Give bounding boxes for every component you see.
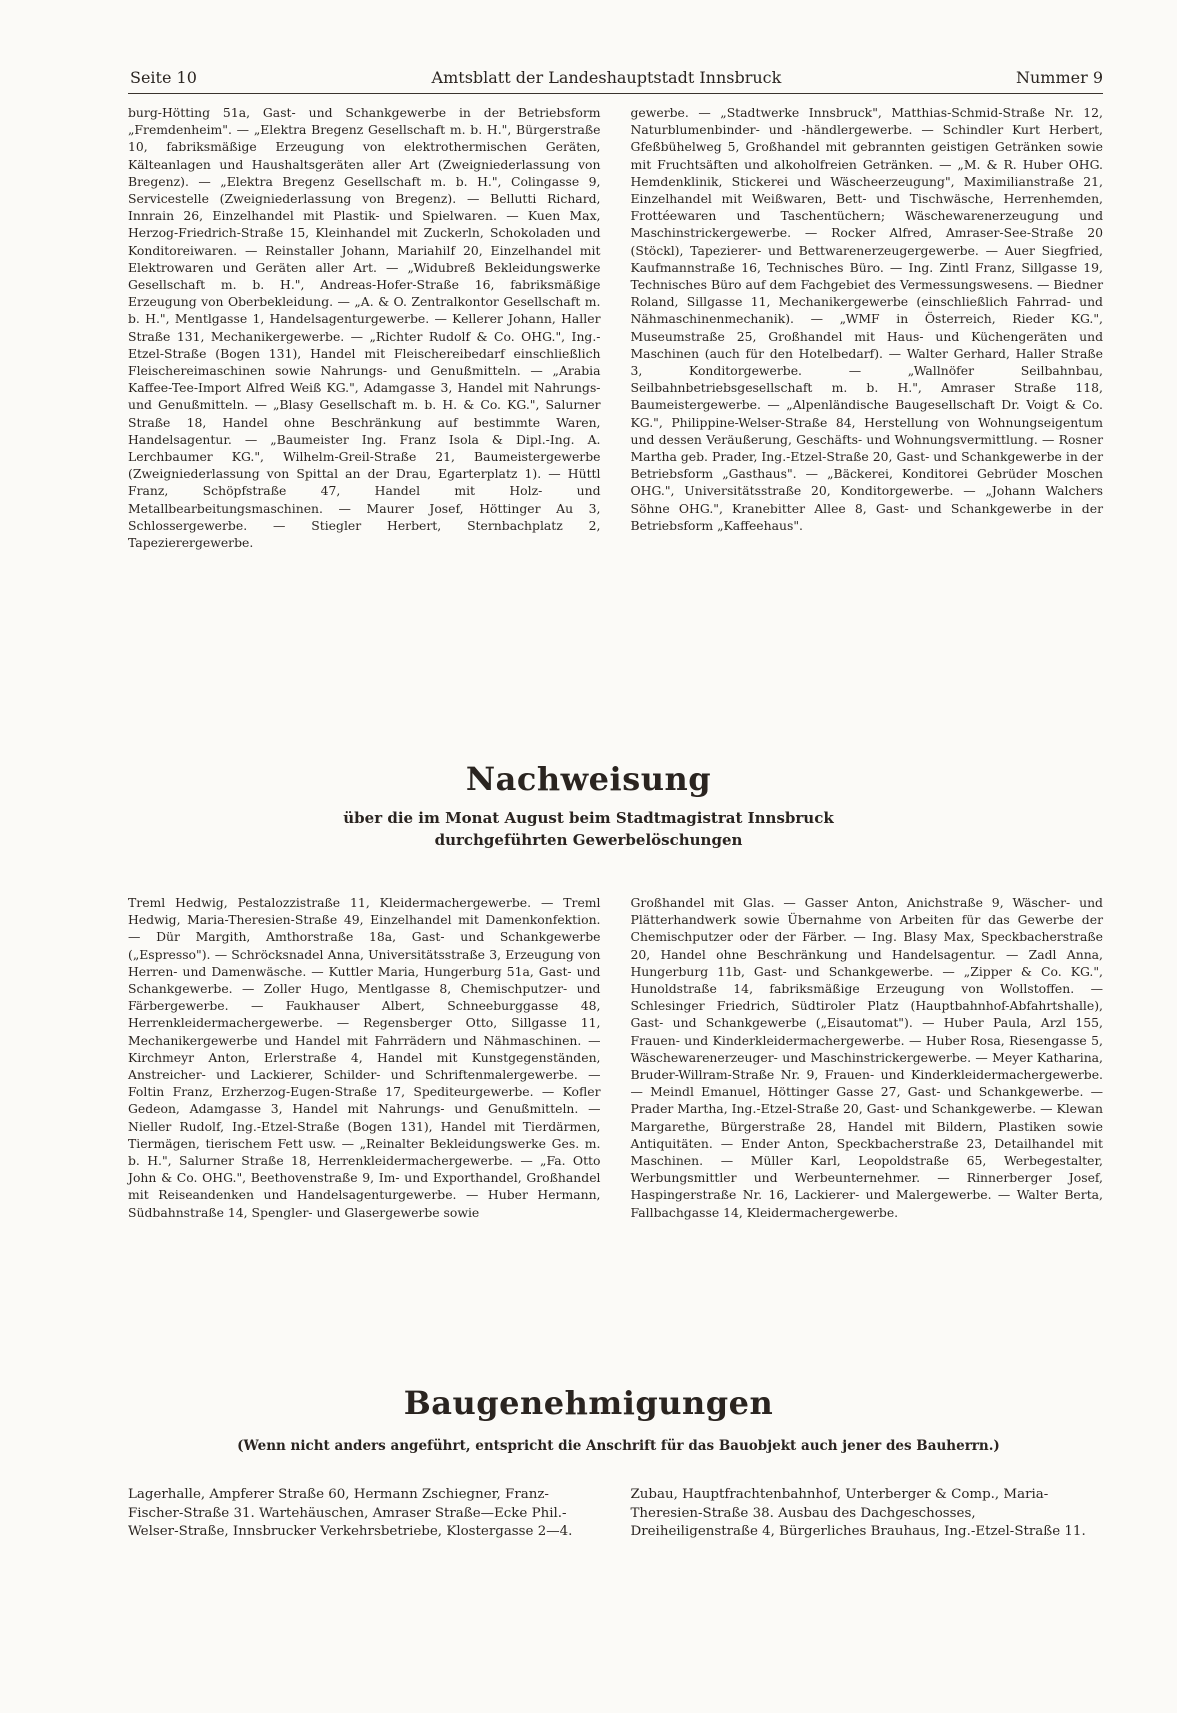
top-right-column: gewerbe. — „Stadtwerke Innsbruck", Matthias-Schmid-Straße Nr. 12, Naturblumenbinder- und -händlergewerbe. — Schindler Kurt Herbert, Gfeßbühelweg 5, Großhandel mit gebrannten geistigen Getränken sowie mit Fruchtsäften und alkoholfreien Getränken. — „M. & R. Huber OHG. Hemdenklinik, Stickerei und Wäscheerzeugung", Maximilianstraße 21, Einzelhandel mit Weißwaren, Bett- und Tischwäsche, Herrenhemden, Frottéewaren und Taschentüchern; Wäschewarenerzeugung und Maschinstrickergewerbe. — Rocker Alfred, Amraser-See-Straße 20 (Stöckl), Tapezierer- und Bettwarenerzeugergewerbe. — Auer Siegfried, Kaufmannstraße 16, Technisches Büro. — Ing. Zintl Franz, Sillgasse 19, Technisches Büro auf dem Fachgebiet des Vermessungswesens. — Biedner Roland, Sillgasse 11, Mechanikergewerbe (einschließlich Fahrrad- und Nähmaschinenmechanik). — „WMF in Österreich, Rieder KG.", Museumstraße 25, Großhandel mit Haus- und Küchengeräten und Maschinen (auch für den Hotelbedarf). — Walter Gerhard, Haller Straße 3, Konditorgewerbe. — „Wallnöfer Seilbahnbau, Seilbahnbetriebsgesellschaft m. b. H.", Amraser Straße 118, Baumeistergewerbe. — „Alpenländische Baugesellschaft Dr. Voigt & Co. KG.", Philippine-Welser-Straße 84, Herstellung von Wohnungseigentum und dessen Veräußerung, Geschäfts- und Wohnungsvermittlung. — Rosner Martha geb. Prader, Ing.-Etzel-Straße 20, Gast- und Schankgewerbe in der Betriebsform „Gasthaus". — „Bäckerei, Konditorei Gebrüder Moschen OHG.", Universitätsstraße 20, Konditorgewerbe. — „Johann Walchers Söhne OHG.", Kranebitter Allee 8, Gast- und Schankgewerbe in der Betriebsform „Kaffeehaus". [630, 105, 1103, 533]
baugenehmigungen-title: Baugenehmigungen [403, 1384, 774, 1422]
issue-number: Nummer 9 [1015, 68, 1103, 87]
nachweisung-subtitle-2: durchgeführten Gewerbelöschungen [434, 831, 743, 849]
baugenehmigungen-left-column: Lagerhalle, Ampferer Straße 60, Hermann Zschiegner, Franz-Fischer-Straße 31. Wartehäuschen, Amraser Straße—Ecke Phil.-Welser-Straße, Innsbrucker Verkehrsbetriebe, Klostergasse 2—4. [128, 1487, 573, 1539]
nachweisung-left-column: Treml Hedwig, Pestalozzistraße 11, Kleidermachergewerbe. — Treml Hedwig, Maria-Theresien-Straße 49, Einzelhandel mit Damenkonfektion. — Dür Margith, Amthorstraße 18a, Gast- und Schankgewerbe („Espresso"). — Schröcksnadel Anna, Universitätsstraße 3, Erzeugung von Herren- und Damenwäsche. — Kuttler Maria, Hungerburg 51a, Gast- und Schankgewerbe. — Zoller Hugo, Mentlgasse 8, Chemischputzer- und Färbergewerbe. — Faukhauser Albert, Schneeburggasse 48, Herrenkleidermachergewerbe. — Regensberger Otto, Sillgasse 11, Mechanikergewerbe und Handel mit Fahrrädern und Nähmaschinen. — Kirchmeyr Anton, Erlerstraße 4, Handel mit Kunstgegenständen, Anstreicher- und Lackierer, Schilder- und Schriftenmalergewerbe. — Foltin Franz, Erzherzog-Eugen-Straße 17, Spediteurgewerbe. — Kofler Gedeon, Adamgasse 3, Handel mit Nahrungs- und Genußmitteln. — Nieller Rudolf, Ing.-Etzel-Straße (Bogen 131), Handel mit Tierdärmen, Tiermägen, tierischem Fett usw. — „Reinalter Bekleidungswerke Ges. m. b. H.", Salurner Straße 18, Herrenkleidermachergewerbe. — „Fa. Otto John & Co. OHG.", Beethovenstraße 9, Im- und Exporthandel, Großhandel mit Reiseandenken und Handelsagenturgewerbe. — Huber Hermann, Südbahnstraße 14, Spengler- und Glasergewerbe sowie [128, 895, 601, 1220]
baugenehmigungen-right-column: Zubau, Hauptfrachtenbahnhof, Unterberger & Comp., Maria-Theresien-Straße 38. Ausbau des Dachgeschosses, Dreiheiligenstraße 4, Bürgerliches Brauhaus, Ing.-Etzel-Straße 11. [630, 1487, 1086, 1539]
baugenehmigungen-section [128, 1486, 1103, 1542]
page-number: Seite 10 [130, 68, 197, 87]
nachweisung-subtitle-1: über die im Monat August beim Stadtmagistrat Innsbruck [343, 809, 834, 827]
publication-title: Amtsblatt der Landeshauptstadt Innsbruck [431, 68, 782, 87]
top-left-column: burg-Hötting 51a, Gast- und Schankgewerbe in der Betriebsform „Fremdenheim". — „Elektra Bregenz Gesellschaft m. b. H.", Bürgerstraße 10, fabriksmäßige Erzeugung von elektrothermischen Geräten, Kälteanlagen und Haushaltsgeräten aller Art (Zweigniederlassung von Bregenz). — „Elektra Bregenz Gesellschaft m. b. H.", Colingasse 9, Servicestelle (Zweigniederlassung von Bregenz). — Bellutti Richard, Innrain 26, Einzelhandel mit Plastik- und Spielwaren. — Kuen Max, Herzog-Friedrich-Straße 15, Kleinhandel mit Zuckerln, Schokoladen und Konditoreiwaren. — Reinstaller Johann, Mariahilf 20, Einzelhandel mit Elektrowaren und Geräten aller Art. — „Widubreß Bekleidungswerke Gesellschaft m. b. H.", Andreas-Hofer-Straße 16, fabriksmäßige Erzeugung von Oberbekleidung. — „A. & O. Zentralkontor Gesellschaft m. b. H.", Mentlgasse 1, Handelsagenturgewerbe. — Kellerer Johann, Haller Straße 131, Mechanikergewerbe. — „Richter Rudolf & Co. OHG.", Ing.-Etzel-Straße (Bogen 131), Handel mit Fleischereibedarf einschließlich Fleischereimaschinen sowie Nahrungs- und Genußmitteln. — „Arabia Kaffee-Tee-Import Alfred Weiß KG.", Adamgasse 3, Handel mit Nahrungs- und Genußmitteln. — „Blasy Gesellschaft m. b. H. & Co. KG.", Salurner Straße 18, Handel ohne Beschränkung auf bestimmte Waren, Handelsagentur. — „Baumeister Ing. Franz Isola & Dipl.-Ing. A. Lerchbaumer KG.", Wilhelm-Greil-Straße 21, Baumeistergewerbe (Zweigniederlassung von Spittal an der Drau, Egarterplatz 1). — Hüttl Franz, Schöpfstraße 47, Handel mit Holz- und Metallbearbeitungsmaschinen. — Maurer Josef, Höttinger Au 3, Schlossergewerbe. — Stiegler Herbert, Sternbachplatz 2, Tapezierergewerbe. [128, 105, 601, 551]
top-section [128, 104, 1103, 551]
nachweisung-right-column: Großhandel mit Glas. — Gasser Anton, Anichstraße 9, Wäscher- und Plätterhandwerk sowie Übernahme von Arbeiten für das Gewerbe der Chemischputzer oder der Färber. — Ing. Blasy Max, Speckbacherstraße 20, Handel ohne Beschränkung und Handelsagentur. — Zadl Anna, Hungerburg 11b, Gast- und Schankgewerbe. — „Zipper & Co. KG.", Hunoldstraße 14, fabriksmäßige Erzeugung von Wollstoffen. — Schlesinger Friedrich, Südtiroler Platz (Hauptbahnhof-Abfahrtshalle), Gast- und Schankgewerbe („Eisautomat"). — Huber Paula, Arzl 155, Frauen- und Kinderkleidermachergewerbe. — Huber Rosa, Riesengasse 5, Wäschewarenerzeuger- und Maschinstrickergewerbe. — Meyer Katharina, Bruder-Willram-Straße Nr. 9, Frauen- und Kinderkleidermachergewerbe. — Meindl Emanuel, Höttinger Gasse 27, Gast- und Schankgewerbe. — Prader Martha, Ing.-Etzel-Straße 20, Gast- und Schankgewerbe. — Klewan Margarethe, Bürgerstraße 28, Handel mit Bildern, Plastiken sowie Antiquitäten. — Ender Anton, Speckbacherstraße 23, Detailhandel mit Maschinen. — Müller Karl, Leopoldstraße 65, Werbegestalter, Werbungsmittler und Werbeunternehmer. — Rinnerberger Josef, Haspingerstraße Nr. 16, Lackierer- und Malergewerbe. — Walter Berta, Fallbachgasse 14, Kleidermachergewerbe. [630, 895, 1103, 1220]
header-rule [128, 93, 1103, 94]
nachweisung-title: Nachweisung [465, 760, 712, 798]
baugenehmigungen-note: (Wenn nicht anders angeführt, entspricht die Anschrift für das Bauobjekt auch jener des Bauherrn.) [237, 1438, 1000, 1454]
nachweisung-section [128, 894, 1103, 1221]
page-header [130, 68, 1103, 87]
